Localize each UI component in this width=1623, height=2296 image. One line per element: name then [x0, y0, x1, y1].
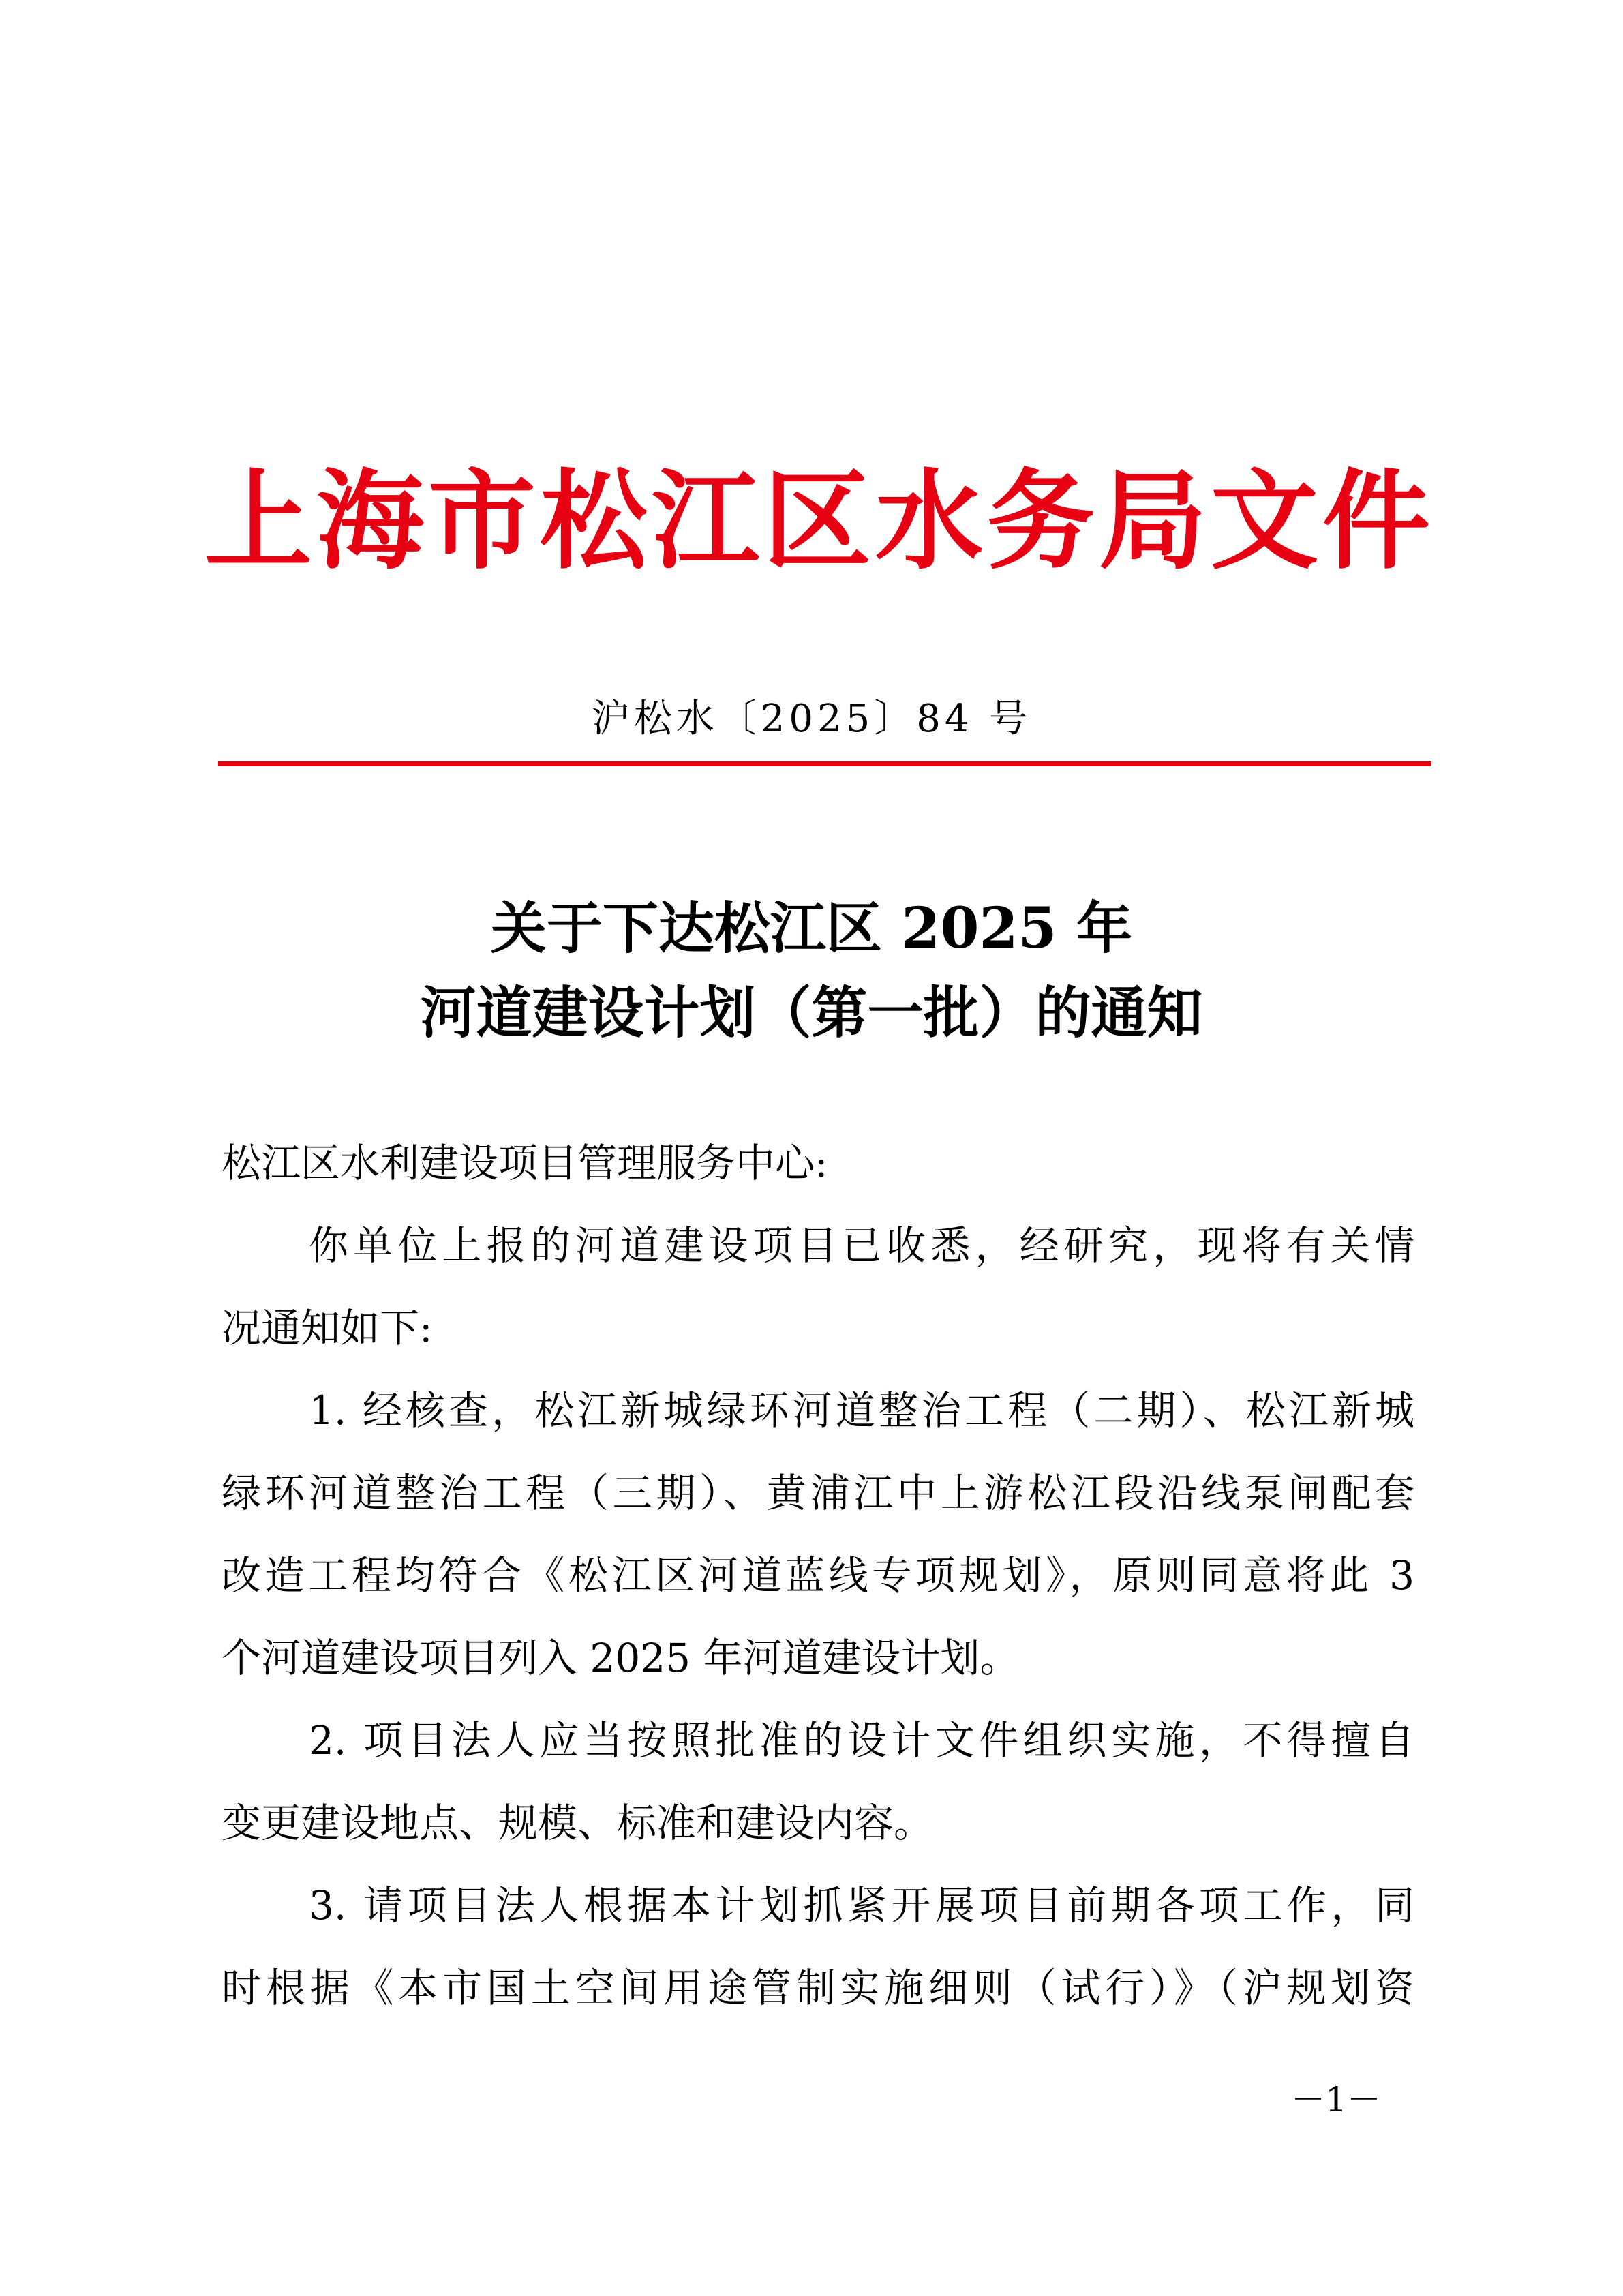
paragraph-line: 时根据《本市国土空间用途管制实施细则（试行）》（沪规划资	[222, 1965, 1414, 2011]
paragraph-line: 2. 项目法人应当按照批准的设计文件组织实施，不得擅自	[309, 1717, 1414, 1764]
addressee: 松江区水利建设项目管理服务中心:	[222, 1140, 828, 1186]
title-line-1: 关于下达松江区 2025 年	[490, 896, 1133, 961]
document-body	[222, 1138, 1414, 2046]
page-number: －1－	[1291, 2080, 1381, 2119]
document-title	[0, 886, 1623, 1055]
paragraph-line: 个河道建设项目列入 2025 年河道建设计划。	[222, 1635, 1020, 1681]
paragraph-line: 改造工程均符合《松江区河道蓝线专项规划》，原则同意将此 3	[222, 1552, 1414, 1599]
issuing-agency-header: 上海市松江区水务局文件	[204, 458, 1434, 584]
title-line-2: 河道建设计划（第一批）的通知	[420, 980, 1203, 1046]
document-number: 沪松水〔2025〕84 号	[591, 697, 1032, 741]
paragraph-line: 况通知如下:	[222, 1305, 433, 1351]
red-divider-line	[218, 761, 1431, 766]
paragraph-line: 绿环河道整治工程（三期）、黄浦江中上游松江段沿线泵闸配套	[222, 1470, 1414, 1516]
paragraph-line: 1. 经核查，松江新城绿环河道整治工程（二期）、松江新城	[309, 1387, 1414, 1434]
paragraph-line: 3. 请项目法人根据本计划抓紧开展项目前期各项工作，同	[309, 1882, 1414, 1929]
paragraph-line: 变更建设地点、规模、标准和建设内容。	[222, 1800, 934, 1846]
paragraph-line: 你单位上报的河道建设项目已收悉，经研究，现将有关情	[309, 1222, 1414, 1269]
